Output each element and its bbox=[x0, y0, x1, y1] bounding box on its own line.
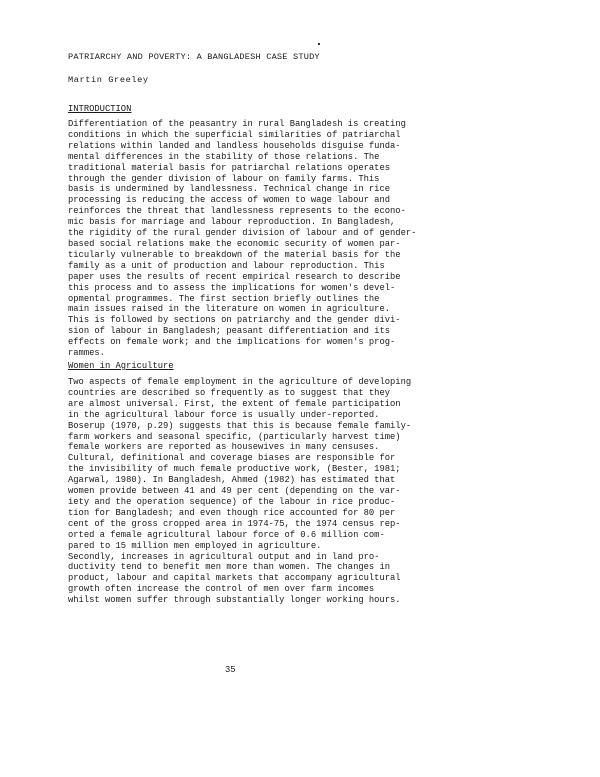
text-line: rammes. bbox=[68, 348, 105, 359]
scan-speck bbox=[318, 43, 320, 45]
text-line: mic basis for marriage and labour reproduction. In Bangladesh, bbox=[68, 217, 396, 228]
text-line: effects on female work; and the implications for women's prog- bbox=[68, 337, 396, 348]
text-line: orted a female agricultural labour force of 0.6 million com- bbox=[68, 529, 385, 540]
text-line: mental differences in the stability of those relations. The bbox=[68, 151, 380, 162]
text-line: basis is undermined by landlessness. Technical change in rice bbox=[68, 184, 391, 195]
text-line: opmental programmes. The first section briefly outlines the bbox=[68, 293, 380, 304]
text-line: traditional material basis for patriarchal relations operates bbox=[68, 162, 391, 173]
text-line: female workers are reported as housewives in many censuses. bbox=[68, 442, 380, 453]
text-line: growth often increase the control of men over farm incomes bbox=[68, 584, 375, 595]
text-line: pared to 15 million men employed in agriculture. bbox=[68, 540, 322, 551]
text-line: relations within landed and landless households disguise funda- bbox=[68, 140, 401, 151]
text-line: in the agricultural labour force is usually under-reported. bbox=[68, 409, 380, 420]
text-line: cent of the gross cropped area in 1974-75, the 1974 census rep- bbox=[68, 518, 401, 529]
text-line: tion for Bangladesh; and even though rice accounted for 80 per bbox=[68, 507, 396, 518]
text-line: reinforces the threat that landlessness represents to the econo- bbox=[68, 206, 406, 217]
page-number: 35 bbox=[225, 665, 236, 675]
text-line: processing is reducing the access of women to wage labour and bbox=[68, 195, 391, 206]
text-line: ticularly vulnerable to breakdown of the material basis for the bbox=[68, 249, 401, 260]
text-line: Agarwal, 1980). In Bangladesh, Ahmed (1982) has estimated that bbox=[68, 475, 396, 486]
text-line: Differentiation of the peasantry in rural Bangladesh is creating bbox=[68, 119, 406, 129]
text-line: women provide between 41 and 49 per cent (depending on the var- bbox=[68, 486, 401, 497]
text-line: Cultural, definitional and coverage biases are responsible for bbox=[68, 453, 396, 464]
text-line: conditions in which the superficial similarities of patriarchal bbox=[68, 129, 401, 140]
text-line: sion of labour in Bangladesh; peasant differentiation and its bbox=[68, 326, 391, 337]
text-line: whilst women suffer through substantially longer working hours. bbox=[68, 595, 401, 606]
text-line: this process and to assess the implications for women's devel- bbox=[68, 282, 396, 293]
text-line: This is followed by sections on patriarchy and the gender divi- bbox=[68, 315, 401, 326]
text-line: through the gender division of labour on family farms. This bbox=[68, 173, 380, 184]
section-heading-introduction: INTRODUCTION bbox=[68, 104, 132, 114]
text-line: countries are described so frequently as to suggest that they bbox=[68, 387, 391, 398]
text-line: paper uses the results of recent empirical research to describe bbox=[68, 271, 401, 282]
text-line: the invisibility of much female productive work, (Bester, 1981; bbox=[68, 464, 401, 475]
document-author: Martin Greeley bbox=[68, 75, 149, 85]
text-line: the rigidity of the rural gender division of labour and of gender- bbox=[68, 228, 417, 239]
text-line: iety and the operation sequence) of the labour in rice produc- bbox=[68, 496, 396, 507]
text-line: farm workers and seasonal specific, (particularly harvest time) bbox=[68, 431, 401, 442]
text-line: product, labour and capital markets that accompany agricultural bbox=[68, 573, 401, 584]
text-line: main issues raised in the literature on women in agriculture. bbox=[68, 304, 391, 315]
text-line: Two aspects of female employment in the agriculture of developing bbox=[68, 377, 412, 387]
document-title: PATRIARCHY AND POVERTY: A BANGLADESH CASE STUDY bbox=[68, 52, 320, 62]
text-line: based social relations make the economic security of women par- bbox=[68, 238, 401, 249]
introduction-paragraph bbox=[68, 119, 428, 359]
text-line: Boserup (1970, p.29) suggests that this is because female family- bbox=[68, 420, 412, 431]
text-line: are almost universal. First, the extent of female participation bbox=[68, 398, 401, 409]
text-line: ductivity tend to benefit men more than women. The changes in bbox=[68, 562, 391, 573]
women-in-agriculture-paragraph bbox=[68, 377, 428, 606]
text-line: family as a unit of production and labour reproduction. This bbox=[68, 260, 385, 271]
text-line: Secondly, increases in agricultural output and in land pro- bbox=[68, 551, 380, 562]
section-heading-women-in-agriculture: Women in Agriculture bbox=[68, 361, 174, 371]
